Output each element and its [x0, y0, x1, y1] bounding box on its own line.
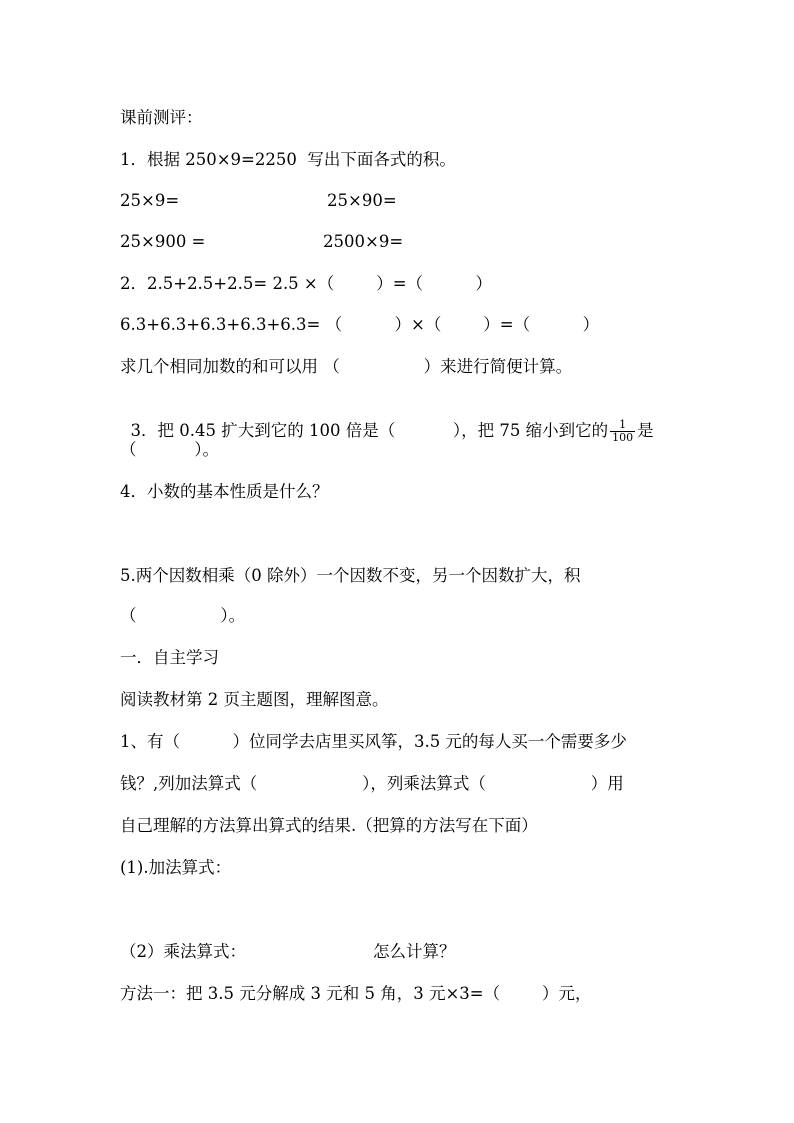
fraction-denominator: 100 — [612, 431, 634, 444]
q3-text-after: 是 — [637, 421, 654, 440]
how-label: 怎么计算？ — [373, 942, 456, 961]
q3-text-before: 3．把 0.45 扩大到它的 100 倍是（ ），把 75 缩小到它的 — [130, 421, 609, 440]
q3-line2: （ ）。 — [120, 440, 219, 459]
q1-prompt: 1．根据 250×9=2250 写出下面各式的积。 — [120, 150, 456, 169]
q2-line2: 6.3+6.3+6.3+6.3+6.3= （ ）×（ ）=（ ） — [120, 315, 600, 334]
pretest-heading: 课前测评： — [120, 108, 203, 127]
multiplication-label: （2）乘法算式： — [120, 942, 246, 961]
q1-expr-b: 25×90= — [327, 191, 397, 210]
q4-prompt: 4．小数的基本性质是什么？ — [120, 482, 329, 501]
q1-expr-d: 2500×9= — [323, 232, 404, 251]
q2-line1: 2．2.5+2.5+2.5= 2.5 ×（ ）=（ ） — [120, 274, 492, 293]
section1-intro: 阅读教材第 2 页主题图，理解图意。 — [120, 690, 389, 709]
p1-line1: 1、有（ ）位同学去店里买风筝，3.5 元的每人买一个需要多少 — [120, 732, 627, 751]
q3-line1 — [120, 397, 654, 444]
fraction-one-hundredth — [610, 419, 635, 444]
q5-line1: 5.两个因数相乘（0 除外）一个因数不变，另一个因数扩大，积 — [120, 566, 581, 585]
q5-line2: （ ）。 — [120, 606, 246, 625]
method1-line: 方法一：把 3.5 元分解成 3 元和 5 角，3 元×3=（ ）元， — [120, 984, 592, 1003]
q1-expr-c: 25×900 = — [120, 232, 206, 251]
q1-expr-a: 25×9= — [120, 191, 180, 210]
p1-line3: 自己理解的方法算出算式的结果.（把算的方法写在下面） — [120, 816, 538, 835]
q2-line3: 求几个相同加数的和可以用 （ ）来进行简便计算。 — [120, 357, 573, 376]
section1-heading: 一．自主学习 — [120, 648, 219, 667]
p1-line2: 钱？,列加法算式（ ），列乘法算式（ ）用 — [120, 774, 624, 793]
fraction-numerator: 1 — [610, 419, 635, 432]
addition-label: (1).加法算式： — [120, 858, 232, 877]
